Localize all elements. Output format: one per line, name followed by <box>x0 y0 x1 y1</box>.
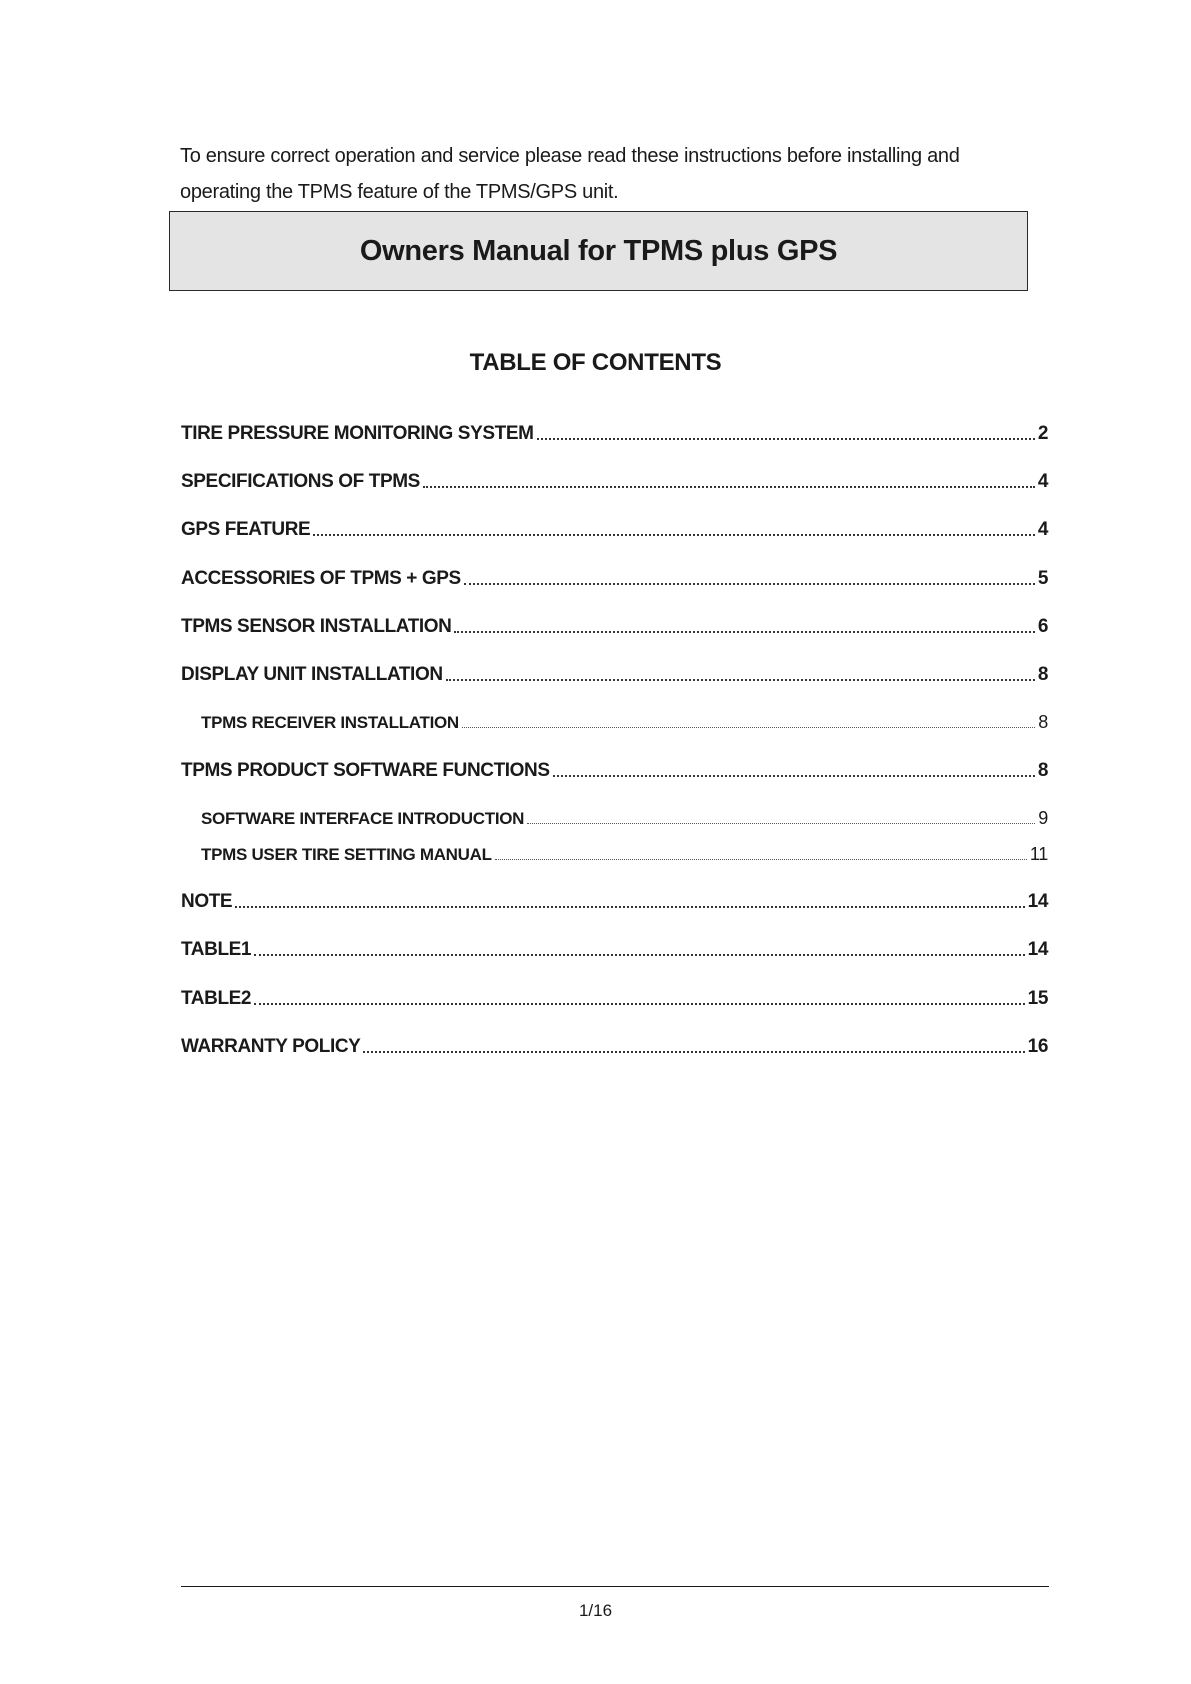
toc-entry-page: 8 <box>1037 664 1048 685</box>
toc-entry-label: SPECIFICATIONS OF TPMS <box>181 471 420 492</box>
dot-leader <box>423 486 1035 488</box>
toc-entry-page: 4 <box>1037 519 1048 540</box>
toc-entry-page: 16 <box>1027 1036 1048 1057</box>
toc-entry-software-interface-introduction[interactable] <box>201 808 1048 829</box>
toc-entry-page: 2 <box>1037 423 1048 444</box>
toc-entry-label: NOTE <box>181 891 233 912</box>
dot-leader <box>527 823 1035 824</box>
dot-leader <box>363 1051 1024 1053</box>
dot-leader <box>495 859 1027 860</box>
dot-leader <box>454 631 1034 633</box>
toc-entry-tpms-user-tire-setting-manual[interactable] <box>201 844 1048 865</box>
toc-entry-label: TPMS RECEIVER INSTALLATION <box>201 713 459 732</box>
dot-leader <box>235 906 1024 908</box>
toc-entry-warranty-policy[interactable] <box>181 1036 1048 1058</box>
toc-entry-label: ACCESSORIES OF TPMS + GPS <box>181 568 461 589</box>
toc-entry-label: GPS FEATURE <box>181 519 311 540</box>
toc-entry-page: 4 <box>1037 471 1048 492</box>
toc-entry-accessories[interactable] <box>181 568 1048 590</box>
dot-leader <box>446 679 1035 681</box>
toc-entry-label: TABLE2 <box>181 988 252 1009</box>
toc-entry-tpms-sensor-installation[interactable] <box>181 616 1048 638</box>
toc-entry-label: TIRE PRESSURE MONITORING SYSTEM <box>181 423 534 444</box>
toc-entry-gps-feature[interactable] <box>181 519 1048 541</box>
toc-entry-page: 15 <box>1027 988 1048 1009</box>
toc-entry-label: TPMS USER TIRE SETTING MANUAL <box>201 845 492 864</box>
toc-entry-label: TPMS PRODUCT SOFTWARE FUNCTIONS <box>181 760 550 781</box>
page-number: 1/16 <box>578 1601 613 1620</box>
intro-line-1: To ensure correct operation and service please read these instructions before installing and <box>180 145 960 167</box>
toc-entry-label: SOFTWARE INTERFACE INTRODUCTION <box>201 809 525 828</box>
toc-entry-page: 8 <box>1037 760 1048 781</box>
toc-entry-page: 8 <box>1038 712 1048 732</box>
dot-leader <box>254 1003 1025 1005</box>
footer-divider <box>181 1586 1049 1587</box>
toc-entry-tpms-receiver-installation[interactable] <box>201 712 1048 733</box>
dot-leader <box>254 954 1025 956</box>
toc-entry-label: WARRANTY POLICY <box>181 1036 361 1057</box>
toc-entry-page: 5 <box>1037 568 1048 589</box>
toc-entry-page: 9 <box>1038 808 1048 828</box>
toc-entry-label: TPMS SENSOR INSTALLATION <box>181 616 452 637</box>
toc-entry-page: 14 <box>1027 891 1048 912</box>
dot-leader <box>313 534 1035 536</box>
toc-entry-table2[interactable] <box>181 988 1048 1010</box>
toc-entry-table1[interactable] <box>181 939 1048 961</box>
toc-entry-display-unit-installation[interactable] <box>181 664 1048 686</box>
title-box <box>169 211 1028 291</box>
toc-entry-label: TABLE1 <box>181 939 252 960</box>
dot-leader <box>553 775 1035 777</box>
intro-text <box>180 138 1040 210</box>
toc-heading: TABLE OF CONTENTS <box>469 349 722 376</box>
dot-leader <box>537 438 1035 440</box>
document-title: Owners Manual for TPMS plus GPS <box>359 234 838 267</box>
toc-entry-tpms-product-software-functions[interactable] <box>181 760 1048 782</box>
toc-entry-tire-pressure-monitoring-system[interactable] <box>181 423 1048 445</box>
toc-entry-specifications-of-tpms[interactable] <box>181 471 1048 493</box>
toc-entry-label: DISPLAY UNIT INSTALLATION <box>181 664 443 685</box>
toc-entry-page: 14 <box>1027 939 1048 960</box>
toc-entry-note[interactable] <box>181 891 1048 913</box>
intro-line-2: operating the TPMS feature of the TPMS/GPS unit. <box>180 181 619 203</box>
dot-leader <box>464 583 1035 585</box>
toc-entry-page: 6 <box>1037 616 1048 637</box>
dot-leader <box>462 727 1035 728</box>
toc-entry-page: 11 <box>1029 844 1048 864</box>
